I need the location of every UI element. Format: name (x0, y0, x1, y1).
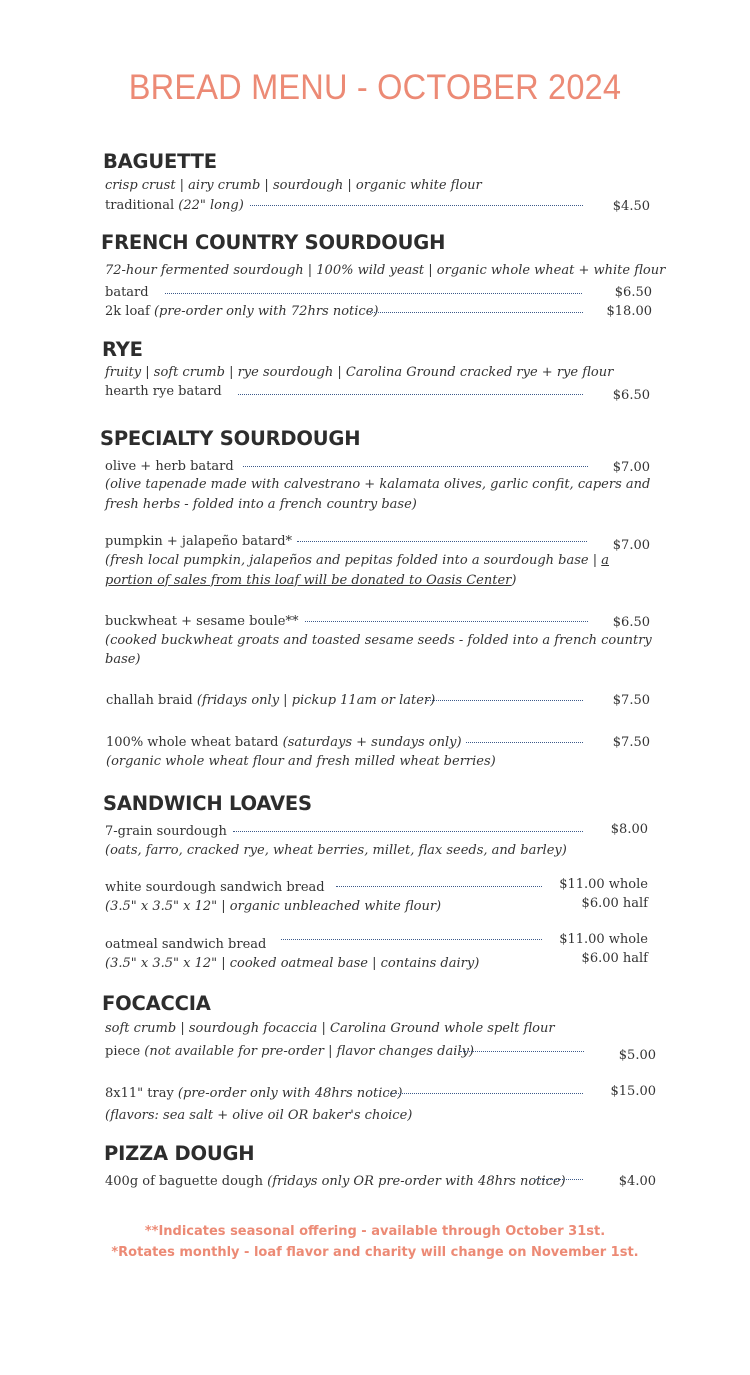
oatmeal-sandwich-description: (3.5" x 3.5" x 12" | cooked oatmeal base | contains dairy) (105, 956, 480, 971)
item-name: challah braid (106, 693, 197, 708)
menu-item-pizza-dough (105, 1174, 566, 1189)
section-heading-pizza-dough: PIZZA DOUGH (104, 1142, 255, 1165)
dot-leader (297, 541, 587, 542)
menu-item-7-grain: 7-grain sourdough (105, 824, 227, 839)
menu-item-hearth-rye: hearth rye batard (105, 384, 222, 399)
price-2k-loaf: $18.00 (606, 304, 652, 319)
focaccia-description: soft crumb | sourdough focaccia | Carolina Ground whole spelt flour (105, 1021, 555, 1036)
olive-herb-description-line2: fresh herbs - folded into a french country base) (105, 497, 417, 512)
section-heading-french-country: FRENCH COUNTRY SOURDOUGH (101, 231, 446, 254)
item-note: (fridays only OR pre-order with 48hrs notice) (267, 1174, 566, 1189)
item-note: (22" long) (178, 198, 244, 213)
price-whole-wheat: $7.50 (612, 735, 650, 750)
price-focaccia-piece: $5.00 (618, 1048, 656, 1063)
dot-leader (370, 312, 583, 313)
item-name: piece (105, 1044, 145, 1059)
price-olive-herb: $7.00 (612, 460, 650, 475)
footnote-rotating: *Rotates monthly - loaf flavor and charity will change on November 1st. (111, 1245, 639, 1260)
menu-item-challah (106, 693, 435, 708)
price-batard: $6.50 (614, 285, 652, 300)
menu-item-white-sandwich: white sourdough sandwich bread (105, 880, 325, 895)
section-heading-focaccia: FOCACCIA (102, 992, 211, 1015)
french-country-description: 72-hour fermented sourdough | 100% wild yeast | organic whole wheat + white flour (105, 263, 666, 278)
page-title: BREAD MENU - OCTOBER 2024 (128, 68, 622, 107)
item-note: (not available for pre-order | flavor changes daily) (144, 1044, 474, 1059)
buckwheat-description-line2: base) (105, 652, 141, 667)
7-grain-description: (oats, farro, cracked rye, wheat berries, millet, flax seeds, and barley) (105, 843, 567, 858)
whole-wheat-description: (organic whole wheat flour and fresh milled wheat berries) (106, 754, 496, 769)
price-oatmeal-whole: $11.00 whole (559, 932, 648, 947)
item-note: (saturdays + sundays only) (282, 735, 462, 750)
dot-leader (233, 831, 583, 832)
price-baguette-traditional: $4.50 (612, 199, 650, 214)
dot-leader (305, 621, 588, 622)
dot-leader (427, 700, 583, 701)
price-oatmeal-half: $6.00 half (581, 951, 648, 966)
dot-leader (460, 1051, 584, 1052)
pumpkin-desc-underlined: portion of sales from this loaf will be donated to Oasis Center (105, 573, 512, 588)
price-white-half: $6.00 half (581, 896, 648, 911)
dot-leader (534, 1179, 583, 1180)
menu-item-pumpkin-jalapeno: pumpkin + jalapeño batard* (105, 534, 293, 549)
item-name: traditional (105, 198, 179, 213)
menu-item-olive-herb: olive + herb batard (105, 459, 234, 474)
item-note: (fridays only | pickup 11am or later) (196, 693, 436, 708)
price-focaccia-tray: $15.00 (610, 1084, 656, 1099)
pumpkin-desc-text: (fresh local pumpkin, jalapeños and pepitas folded into a sourdough base | (105, 553, 602, 568)
dot-leader (388, 1093, 583, 1094)
buckwheat-description-line1: (cooked buckwheat groats and toasted sesame seeds - folded into a french country (105, 633, 652, 648)
price-challah: $7.50 (612, 693, 650, 708)
item-note: (pre-order only with 72hrs notice) (153, 304, 379, 319)
pumpkin-desc-text: ) (511, 573, 517, 588)
menu-item-batard: batard (105, 285, 149, 300)
white-sandwich-description: (3.5" x 3.5" x 12" | organic unbleached white flour) (105, 899, 442, 914)
focaccia-tray-description: (flavors: sea salt + olive oil OR baker's choice) (105, 1108, 413, 1123)
item-name: 400g of baguette dough (105, 1174, 268, 1189)
rye-description: fruity | soft crumb | rye sourdough | Carolina Ground cracked rye + rye flour (105, 365, 614, 380)
price-pumpkin-jalapeno: $7.00 (612, 538, 650, 553)
menu-item-focaccia-tray (105, 1086, 402, 1101)
pumpkin-desc-underlined: a (601, 553, 609, 568)
dot-leader (250, 205, 583, 206)
menu-item-oatmeal-sandwich: oatmeal sandwich bread (105, 937, 267, 952)
footnote-seasonal: **Indicates seasonal offering - available through October 31st. (144, 1224, 606, 1239)
dot-leader (281, 939, 542, 940)
price-pizza-dough: $4.00 (618, 1174, 656, 1189)
price-hearth-rye: $6.50 (612, 388, 650, 403)
section-heading-sandwich: SANDWICH LOAVES (103, 792, 312, 815)
item-note: (pre-order only with 48hrs notice) (177, 1086, 403, 1101)
menu-item-focaccia-piece (105, 1044, 474, 1059)
menu-item-baguette-traditional (105, 198, 244, 213)
price-buckwheat-sesame: $6.50 (612, 615, 650, 630)
dot-leader (238, 394, 583, 395)
baguette-description: crisp crust | airy crumb | sourdough | organic white flour (105, 178, 482, 193)
menu-item-2k-loaf (105, 304, 378, 319)
pumpkin-description-line2 (105, 573, 516, 588)
section-heading-specialty: SPECIALTY SOURDOUGH (100, 427, 361, 450)
pumpkin-description-line1 (105, 553, 609, 568)
item-name: 100% whole wheat batard (106, 735, 283, 750)
price-7-grain: $8.00 (610, 822, 648, 837)
dot-leader (466, 742, 583, 743)
dot-leader (336, 886, 542, 887)
dot-leader (243, 466, 588, 467)
section-heading-rye: RYE (102, 338, 143, 361)
price-white-whole: $11.00 whole (559, 877, 648, 892)
menu-item-whole-wheat (106, 735, 462, 750)
item-name: 8x11" tray (105, 1086, 178, 1101)
dot-leader (165, 293, 582, 294)
menu-item-buckwheat-sesame: buckwheat + sesame boule** (105, 614, 299, 629)
item-name: 2k loaf (105, 304, 154, 319)
section-heading-baguette: BAGUETTE (103, 150, 217, 173)
olive-herb-description-line1: (olive tapenade made with calvestrano + kalamata olives, garlic confit, capers and (105, 477, 651, 492)
